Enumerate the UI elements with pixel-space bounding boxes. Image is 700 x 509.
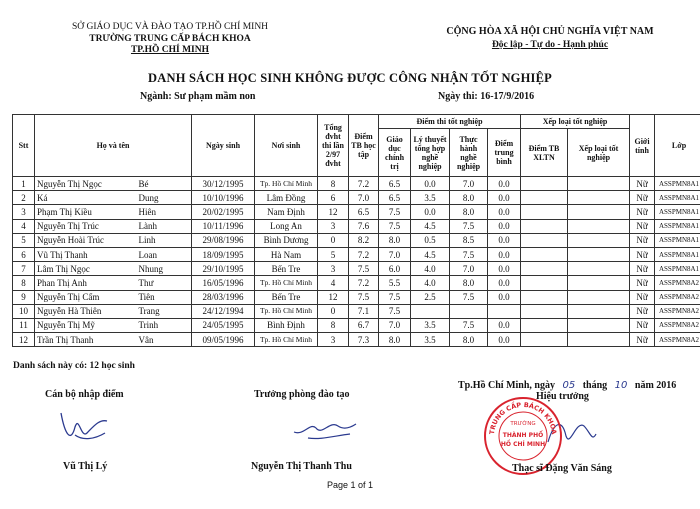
seal-top-text: TRƯỜNG (510, 421, 536, 427)
exam-date: Ngày thi: 16-17/9/2016 (438, 91, 535, 102)
row-given-name: Thư (137, 276, 192, 290)
row-pob: Tp. Hồ Chí Minh (255, 304, 318, 318)
row-practice: 7.5 (450, 290, 488, 304)
table-row (13, 191, 700, 205)
row-class: ASSPMN8A1 (655, 205, 700, 219)
row-rank (568, 233, 630, 247)
row-pob: Bến Tre (255, 262, 318, 276)
row-gender: Nữ (630, 318, 655, 332)
seal-ring-text: TRUNG CẤP BÁCH KHOA (487, 400, 559, 435)
col-pob: Nơi sinh (255, 115, 318, 177)
row-dob: 20/02/1995 (192, 205, 255, 219)
row-politics: 8.0 (379, 333, 411, 347)
row-given-name: Hiên (137, 205, 192, 219)
row-rank (568, 247, 630, 261)
row-theory: 0.0 (411, 205, 450, 219)
row-dob: 10/11/1996 (192, 219, 255, 233)
sign-year: năm 2016 (634, 380, 677, 391)
right-signer-title: Hiệu trưởng (536, 391, 589, 402)
row-avg: 0.0 (488, 205, 521, 219)
col-class: Lớp (655, 115, 700, 177)
row-politics: 6.5 (379, 177, 411, 191)
row-credits: 12 (318, 290, 349, 304)
row-gpa: 7.2 (349, 276, 379, 290)
row-practice: 7.5 (450, 219, 488, 233)
row-family-name: Lâm Thị Ngọc (35, 262, 137, 276)
document-title: DANH SÁCH HỌC SINH KHÔNG ĐƯỢC CÔNG NHẬN TỐT NGHIỆP (148, 71, 552, 85)
row-xltn-avg (521, 177, 568, 191)
row-avg: 0.0 (488, 318, 521, 332)
row-given-name: Tiên (137, 290, 192, 304)
col-avg: Điểm trung bình (488, 129, 521, 177)
sign-date-place: Tp.Hồ Chí Minh, ngày (458, 380, 555, 391)
row-stt: 7 (13, 262, 35, 276)
col-rank-group: Xếp loại tốt nghiệp (521, 115, 630, 129)
col-stt: Stt (13, 115, 35, 177)
row-theory: 0.5 (411, 233, 450, 247)
row-given-name: Dung (137, 191, 192, 205)
row-politics: 7.5 (379, 205, 411, 219)
row-avg: 0.0 (488, 247, 521, 261)
col-gender: Giới tính (630, 115, 655, 177)
row-gpa: 7.1 (349, 304, 379, 318)
row-theory: 3.5 (411, 318, 450, 332)
row-given-name: Bé (137, 177, 192, 191)
row-given-name: Loan (137, 247, 192, 261)
row-practice: 7.5 (450, 247, 488, 261)
row-theory: 0.0 (411, 177, 450, 191)
row-politics: 7.0 (379, 318, 411, 332)
row-pob: Bình Định (255, 318, 318, 332)
row-politics: 7.5 (379, 219, 411, 233)
row-pob: Hà Nam (255, 247, 318, 261)
sign-month: 10 (614, 380, 628, 391)
row-xltn-avg (521, 219, 568, 233)
row-gpa: 7.6 (349, 219, 379, 233)
row-class: ASSPMN8A1 (655, 177, 700, 191)
col-exam-group: Điểm thi tốt nghiệp (379, 115, 521, 129)
row-dob: 24/12/1994 (192, 304, 255, 318)
row-theory: 2.5 (411, 290, 450, 304)
row-dob: 28/03/1996 (192, 290, 255, 304)
summary-text: Danh sách này có: 12 học sinh (13, 361, 135, 371)
row-xltn-avg (521, 333, 568, 347)
row-stt: 2 (13, 191, 35, 205)
middle-signer-title: Trưởng phòng đào tạo (254, 389, 350, 400)
left-signer-title: Cán bộ nhập điểm (45, 389, 124, 400)
row-class: ASSPMN8A2 (655, 290, 700, 304)
row-stt: 12 (13, 333, 35, 347)
row-stt: 5 (13, 233, 35, 247)
row-stt: 6 (13, 247, 35, 261)
row-rank (568, 177, 630, 191)
row-politics: 7.5 (379, 290, 411, 304)
table-row (13, 318, 700, 332)
svg-text:TRUNG CẤP BÁCH KHOA (488, 400, 558, 435)
seal-center-line1: THÀNH PHỐ (502, 432, 544, 439)
country-motto-text: Độc lập - Tự do - Hạnh phúc (491, 40, 609, 50)
row-rank (568, 333, 630, 347)
col-politics: Giáo dục chính trị (379, 129, 411, 177)
row-stt: 8 (13, 276, 35, 290)
row-credits: 12 (318, 205, 349, 219)
row-xltn-avg (521, 276, 568, 290)
row-credits: 3 (318, 262, 349, 276)
row-dob: 09/05/1996 (192, 333, 255, 347)
row-rank (568, 290, 630, 304)
row-xltn-avg (521, 247, 568, 261)
row-avg: 0.0 (488, 191, 521, 205)
row-class: ASSPMN8A1 (655, 191, 700, 205)
row-credits: 4 (318, 276, 349, 290)
row-gpa: 7.5 (349, 290, 379, 304)
row-practice: 7.0 (450, 262, 488, 276)
row-avg: 0.0 (488, 276, 521, 290)
row-family-name: Vũ Thị Thanh (35, 247, 137, 261)
row-class: ASSPMN8A2 (655, 333, 700, 347)
right-signer-name: Thạc sĩ Đặng Văn Sáng (512, 463, 612, 474)
row-gpa: 8.2 (349, 233, 379, 247)
row-practice: 7.5 (450, 318, 488, 332)
row-dob: 10/10/1996 (192, 191, 255, 205)
row-dob: 16/05/1996 (192, 276, 255, 290)
row-family-name: Nguyễn Thị Mỹ (35, 318, 137, 332)
row-rank (568, 262, 630, 276)
table-row (13, 333, 700, 347)
row-gpa: 7.3 (349, 333, 379, 347)
table-row (13, 290, 700, 304)
row-practice: 8.0 (450, 276, 488, 290)
col-credits: Tổng đvht thi lần 2/97 đvht (318, 115, 349, 177)
row-class: ASSPMN8A1 (655, 262, 700, 276)
row-practice: 8.0 (450, 205, 488, 219)
row-gender: Nữ (630, 262, 655, 276)
row-family-name: Phạm Thị Kiều (35, 205, 137, 219)
country-motto (415, 40, 685, 51)
row-family-name: Nguyễn Thị Cẩm (35, 290, 137, 304)
row-politics: 8.0 (379, 233, 411, 247)
row-pob: Tp. Hồ Chí Minh (255, 276, 318, 290)
row-xltn-avg (521, 191, 568, 205)
table-row (13, 219, 700, 233)
row-politics: 5.5 (379, 276, 411, 290)
row-avg: 0.0 (488, 290, 521, 304)
row-credits: 3 (318, 219, 349, 233)
row-credits: 3 (318, 333, 349, 347)
row-given-name: Trinh (137, 318, 192, 332)
row-family-name: Nguyễn Hoài Trúc (35, 233, 137, 247)
table-row (13, 247, 700, 261)
seal-center-line2: HỒ CHÍ MINH (500, 441, 546, 448)
row-rank (568, 276, 630, 290)
row-credits: 0 (318, 233, 349, 247)
row-stt: 3 (13, 205, 35, 219)
row-pob: Tp. Hồ Chí Minh (255, 333, 318, 347)
row-gpa: 6.5 (349, 205, 379, 219)
row-dob: 29/08/1996 (192, 233, 255, 247)
sign-day: 05 (562, 380, 576, 391)
row-class: ASSPMN8A1 (655, 233, 700, 247)
school-city (55, 45, 285, 56)
row-dob: 30/12/1995 (192, 177, 255, 191)
row-credits: 0 (318, 304, 349, 318)
major-label: Ngành: Sư phạm mầm non (140, 91, 256, 102)
table-row (13, 262, 700, 276)
col-theory: Lý thuyết tổng hợp nghề nghiệp (411, 129, 450, 177)
row-avg: 0.0 (488, 177, 521, 191)
row-practice (450, 304, 488, 318)
row-credits: 5 (318, 247, 349, 261)
row-class: ASSPMN8A2 (655, 276, 700, 290)
row-gender: Nữ (630, 276, 655, 290)
table-row (13, 177, 700, 191)
student-table (12, 114, 700, 347)
row-practice: 7.0 (450, 177, 488, 191)
row-family-name: Nguyễn Thị Trúc (35, 219, 137, 233)
row-gender: Nữ (630, 219, 655, 233)
page-footer: Page 1 of 1 (326, 480, 374, 490)
row-rank (568, 205, 630, 219)
row-xltn-avg (521, 290, 568, 304)
department-name: SỞ GIÁO DỤC VÀ ĐÀO TẠO TP.HỒ CHÍ MINH (71, 22, 269, 32)
row-xltn-avg (521, 262, 568, 276)
row-gender: Nữ (630, 191, 655, 205)
row-stt: 9 (13, 290, 35, 304)
middle-signer-name: Nguyễn Thị Thanh Thu (251, 461, 352, 472)
sign-date (458, 380, 676, 391)
row-dob: 24/05/1995 (192, 318, 255, 332)
row-given-name: Nhung (137, 262, 192, 276)
row-gender: Nữ (630, 304, 655, 318)
col-xltn-avg: Điểm TB XLTN (521, 129, 568, 177)
row-avg: 0.0 (488, 333, 521, 347)
row-theory: 3.5 (411, 191, 450, 205)
row-theory: 3.5 (411, 333, 450, 347)
row-theory: 4.0 (411, 276, 450, 290)
row-given-name: Lành (137, 219, 192, 233)
row-stt: 11 (13, 318, 35, 332)
row-pob: Bến Tre (255, 290, 318, 304)
row-practice: 8.0 (450, 191, 488, 205)
row-pob: Bình Dương (255, 233, 318, 247)
col-dob: Ngày sinh (192, 115, 255, 177)
row-class: ASSPMN8A2 (655, 304, 700, 318)
row-rank (568, 219, 630, 233)
row-politics: 7.5 (379, 304, 411, 318)
row-avg: 0.0 (488, 262, 521, 276)
row-gender: Nữ (630, 247, 655, 261)
sign-month-label: tháng (582, 380, 608, 391)
row-family-name: Ká (35, 191, 137, 205)
row-gender: Nữ (630, 177, 655, 191)
row-gender: Nữ (630, 333, 655, 347)
table-row (13, 205, 700, 219)
row-xltn-avg (521, 318, 568, 332)
row-xltn-avg (521, 233, 568, 247)
row-family-name: Nguyễn Hà Thiên (35, 304, 137, 318)
row-gpa: 7.5 (349, 262, 379, 276)
row-credits: 8 (318, 318, 349, 332)
row-rank (568, 191, 630, 205)
row-avg: 0.0 (488, 219, 521, 233)
row-pob: Nam Định (255, 205, 318, 219)
row-gpa: 7.0 (349, 191, 379, 205)
row-class: ASSPMN8A2 (655, 318, 700, 332)
row-avg (488, 304, 521, 318)
row-avg: 0.0 (488, 233, 521, 247)
signature-middle (290, 410, 360, 442)
row-theory: 4.5 (411, 219, 450, 233)
row-gpa: 7.2 (349, 177, 379, 191)
row-stt: 1 (13, 177, 35, 191)
row-class: ASSPMN8A1 (655, 219, 700, 233)
signature-left (55, 405, 115, 447)
row-theory: 4.5 (411, 247, 450, 261)
row-gender: Nữ (630, 205, 655, 219)
row-xltn-avg (521, 304, 568, 318)
row-stt: 10 (13, 304, 35, 318)
row-gender: Nữ (630, 290, 655, 304)
row-politics: 6.0 (379, 262, 411, 276)
row-xltn-avg (521, 205, 568, 219)
col-name: Họ và tên (35, 115, 192, 177)
table-row (13, 304, 700, 318)
row-family-name: Trần Thị Thanh (35, 333, 137, 347)
row-practice: 8.5 (450, 233, 488, 247)
row-pob: Tp. Hồ Chí Minh (255, 177, 318, 191)
row-credits: 8 (318, 177, 349, 191)
row-gender: Nữ (630, 233, 655, 247)
row-theory: 4.0 (411, 262, 450, 276)
col-rank: Xếp loại tốt nghiệp (568, 129, 630, 177)
row-theory (411, 304, 450, 318)
table-row (13, 276, 700, 290)
school-city-text: TP.HỒ CHÍ MINH (130, 45, 210, 55)
row-class: ASSPMN8A1 (655, 247, 700, 261)
row-pob: Long An (255, 219, 318, 233)
row-credits: 6 (318, 191, 349, 205)
row-practice: 8.0 (450, 333, 488, 347)
country-name: CỘNG HÒA XÃ HỘI CHỦ NGHĨA VIỆT NAM (446, 26, 654, 37)
row-rank (568, 304, 630, 318)
row-family-name: Phan Thị Anh (35, 276, 137, 290)
row-given-name: Trang (137, 304, 192, 318)
row-dob: 29/10/1995 (192, 262, 255, 276)
col-practice: Thực hành nghề nghiệp (450, 129, 488, 177)
row-dob: 18/09/1995 (192, 247, 255, 261)
row-gpa: 6.7 (349, 318, 379, 332)
row-politics: 7.0 (379, 247, 411, 261)
row-family-name: Nguyễn Thị Ngọc (35, 177, 137, 191)
row-given-name: Linh (137, 233, 192, 247)
row-rank (568, 318, 630, 332)
col-gpa: Điểm TB học tập (349, 115, 379, 177)
row-politics: 6.5 (379, 191, 411, 205)
row-stt: 4 (13, 219, 35, 233)
school-name: TRƯỜNG TRUNG CẤP BÁCH KHOA (89, 34, 251, 44)
left-signer-name: Vũ Thị Lý (63, 461, 108, 472)
row-pob: Lâm Đồng (255, 191, 318, 205)
row-gpa: 7.2 (349, 247, 379, 261)
row-given-name: Vân (137, 333, 192, 347)
table-row (13, 233, 700, 247)
